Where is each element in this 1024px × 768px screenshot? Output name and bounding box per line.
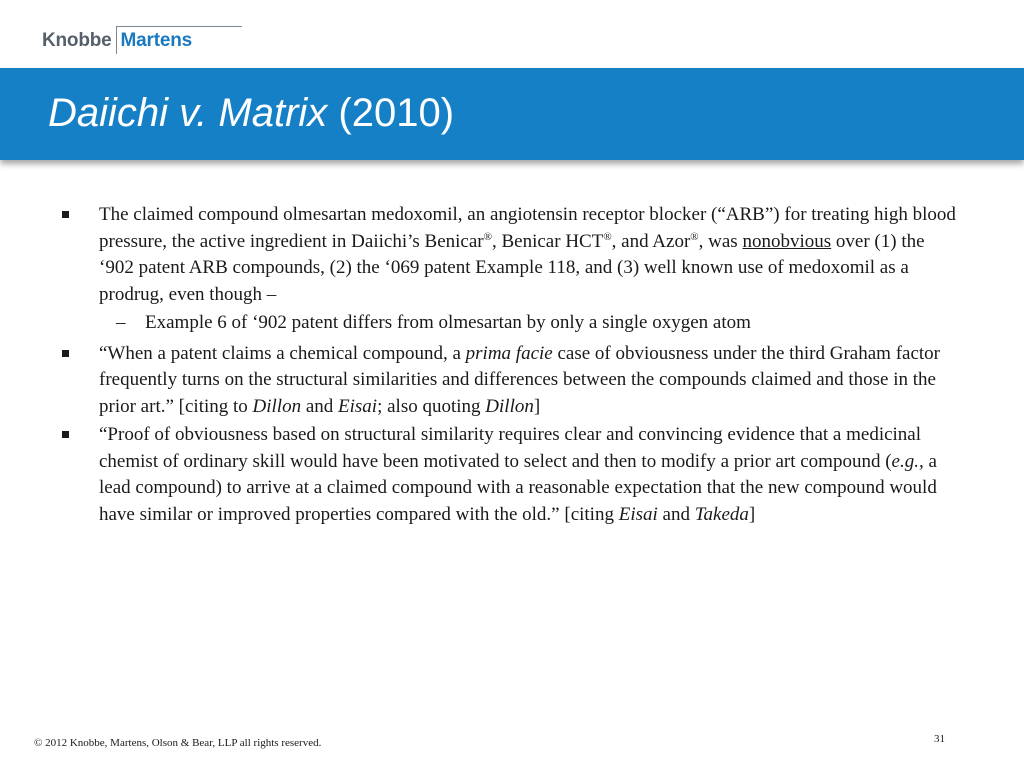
- page-number: 31: [934, 733, 945, 745]
- bullet-text: “Proof of obviousness based on structural similarity requires clear and convincing evidence that a medicinal chemist of ordinary skill would have been motivated to select and then to modify a prior art compound (: [99, 424, 922, 472]
- bullet-text: , Benicar HCT: [491, 230, 604, 252]
- registered-mark: ®: [483, 230, 492, 243]
- bullet-item: [62, 202, 962, 308]
- italic-text: prima facie: [465, 342, 553, 364]
- copyright-footer: © 2012 Knobbe, Martens, Olson & Bear, LLP all rights reserved.: [34, 737, 322, 749]
- bullet-text: case of obviousness under the third Graham factor frequently turns on the structural similarities and differences between the compounds claimed and those in the prior art.” [citing to: [99, 342, 940, 417]
- italic-text: Eisai: [618, 503, 658, 525]
- italic-text: Dillon: [485, 395, 534, 417]
- square-bullet-icon: [62, 211, 69, 218]
- square-bullet-icon: [62, 350, 69, 357]
- sub-bullet-item: [62, 310, 962, 337]
- registered-mark: ®: [690, 230, 699, 243]
- sub-bullet-text: Example 6 of ‘902 patent differs from olmesartan by only a single oxygen atom: [145, 312, 751, 333]
- logo-rule: [118, 26, 242, 27]
- bullet-text: ]: [533, 395, 541, 417]
- bullet-text: a lead compound) to arrive at a claimed compound with a reasonable expectation that the new compound would have similar or improved properties compared with the old.” [citing: [99, 450, 937, 525]
- bullet-text: , was: [698, 230, 743, 252]
- bullet-item: [62, 422, 962, 528]
- bullet-text: ; also quoting: [377, 395, 486, 417]
- square-bullet-icon: [62, 431, 69, 438]
- logo-text-knobbe: Knobbe: [42, 30, 112, 51]
- italic-text: e.g.,: [891, 450, 924, 472]
- slide-title-year: (2010): [338, 91, 455, 135]
- bullet-text: over (1) the ‘902 patent ARB compounds, (2) the ‘069 patent Example 118, and (3) well known use of medoxomil as a prodrug, even though –: [99, 230, 925, 305]
- underlined-term: nonobvious: [742, 230, 832, 252]
- slide-title: [48, 87, 454, 139]
- slide-body: [62, 202, 962, 530]
- bullet-text: “When a patent claims a chemical compound, a: [99, 342, 466, 364]
- bullet-text: and: [657, 503, 695, 525]
- italic-text: Takeda: [694, 503, 749, 525]
- company-logo: [42, 26, 194, 54]
- registered-mark: ®: [603, 230, 612, 243]
- bullet-text: ]: [748, 503, 756, 525]
- logo-text-martens: Martens: [116, 26, 194, 54]
- slide-title-case: Daiichi v. Matrix: [48, 91, 328, 135]
- dash-bullet-icon: –: [116, 312, 126, 333]
- italic-text: Eisai: [338, 395, 378, 417]
- bullet-item: [62, 341, 962, 421]
- bullet-text: , and Azor: [611, 230, 691, 252]
- bullet-text: and: [301, 395, 339, 417]
- title-banner: [0, 68, 1024, 160]
- italic-text: Dillon: [252, 395, 302, 417]
- bullet-text: The claimed compound olmesartan medoxomil, an angiotensin receptor blocker (“ARB”) for treating high blood pressure, the active ingredient in Daiichi’s Benicar: [99, 204, 956, 252]
